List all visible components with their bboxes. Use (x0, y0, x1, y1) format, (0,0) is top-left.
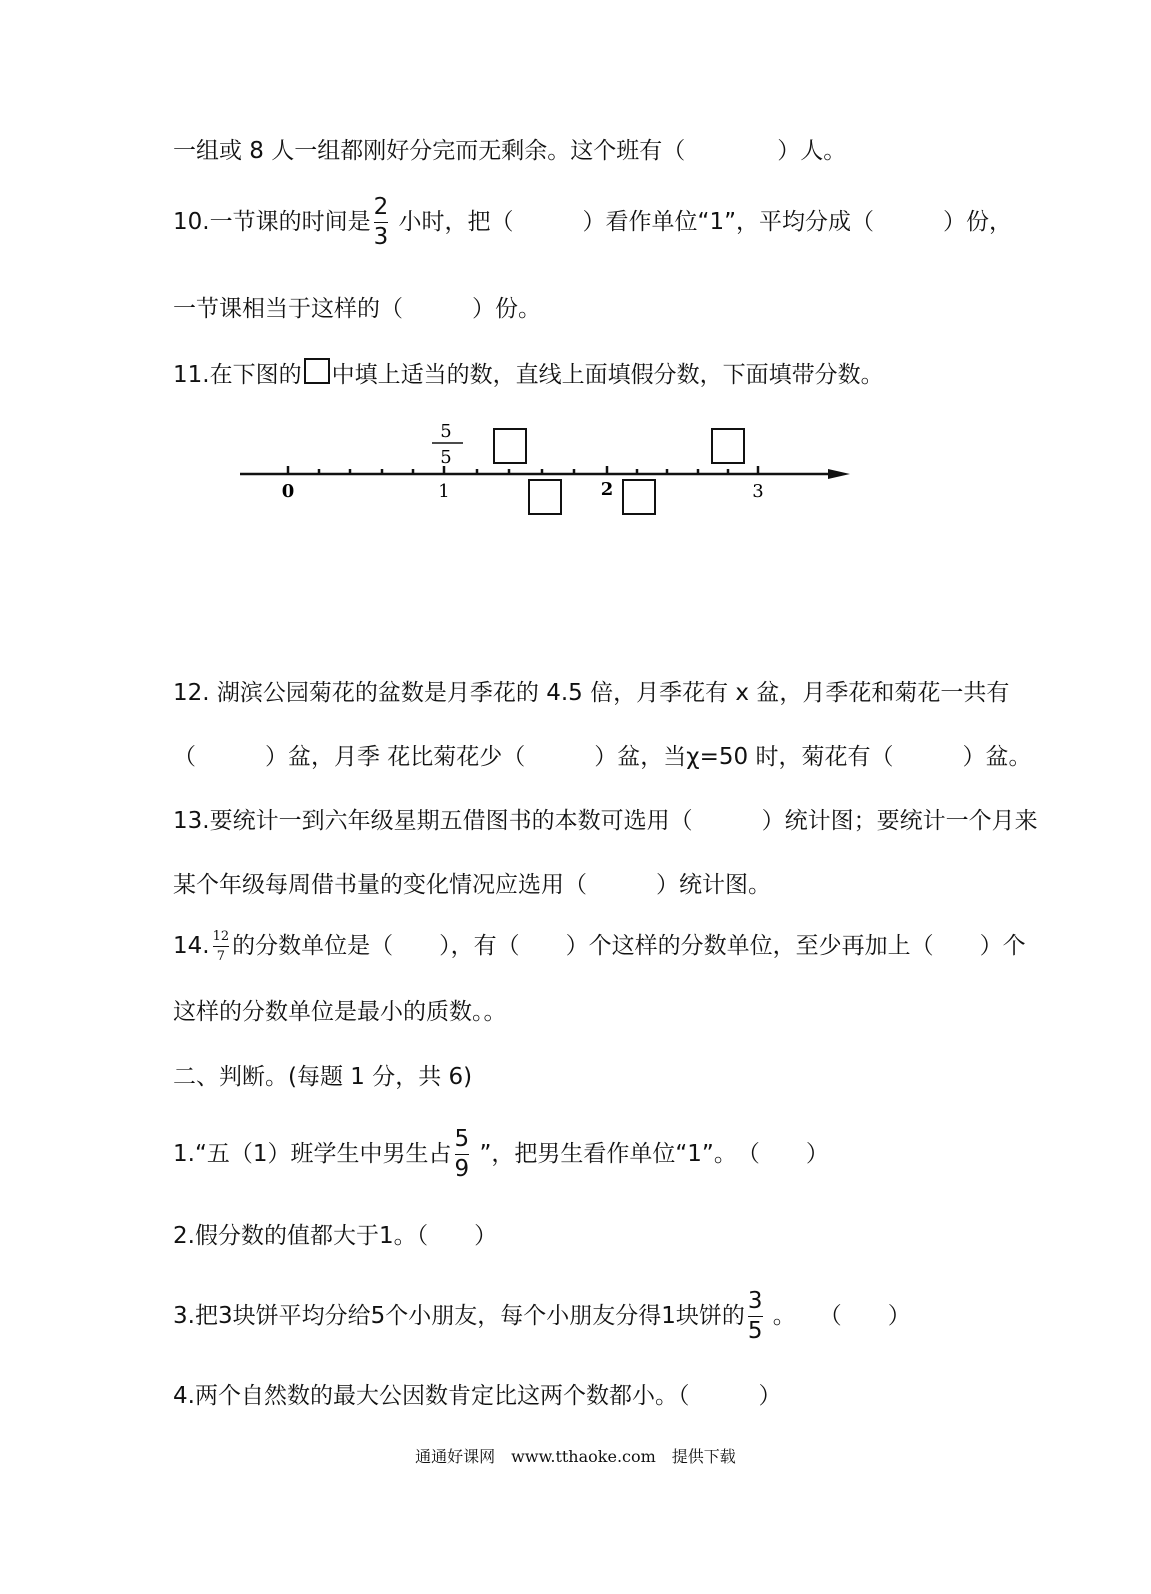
fraction-five-ninths (455, 1128, 470, 1181)
question-10-prefix: 10.一节课的时间是 (173, 209, 371, 235)
fraction-three-fifths (748, 1290, 763, 1343)
judgment-1-prefix: 1.“五（1）班学生中男生占 (173, 1141, 452, 1167)
number-line-figure (230, 415, 860, 525)
question-13-line1: 13.要统计一到六年级星期五借图书的本数可选用（ ）统计图；要统计一个月来 (173, 808, 1038, 834)
judgment-3-suffix: 。 （ ） (765, 1303, 911, 1329)
question-14-line2: 这样的分数单位是最小的质数。。 (173, 999, 507, 1025)
question-9-tail: 一组或 8 人一组都刚好分完而无剩余。这个班有（ ）人。 (173, 138, 847, 164)
question-12-line1: 12. 湖滨公园菊花的盆数是月季花的 4.5 倍，月季花有 x 盆，月季花和菊花一共有 (173, 680, 1010, 706)
tick-label-1: 1 (438, 481, 450, 502)
question-14-suffix: 的分数单位是（ ），有（ ）个这样的分数单位，至少再加上（ ）个 (232, 933, 1026, 959)
judgment-4: 4.两个自然数的最大公因数肯定比这两个数都小。（ ） (173, 1383, 782, 1409)
fraction-numerator: 5 (440, 421, 452, 442)
judgment-1-suffix: ”，把男生看作单位“1”。 （ ） (472, 1141, 829, 1167)
empty-square-icon (304, 358, 330, 384)
question-14-prefix: 14. (173, 933, 210, 959)
fraction-two-thirds (374, 196, 389, 249)
answer-box-lower-2[interactable] (623, 480, 655, 514)
judgment-3-prefix: 3.把3块饼平均分给5个小朋友，每个小朋友分得1块饼的 (173, 1303, 745, 1329)
fraction-denominator: 5 (440, 447, 452, 468)
answer-box-upper-1[interactable] (494, 429, 526, 463)
question-13-line2: 某个年级每周借书量的变化情况应选用（ ）统计图。 (173, 872, 771, 898)
judgment-2: 2.假分数的值都大于1。（ ） (173, 1223, 498, 1249)
page-footer: 通通好课网 www.tthaoke.com 提供下载 (415, 1447, 736, 1466)
tick-label-0: 0 (281, 481, 295, 502)
question-11-suffix: 中填上适当的数，直线上面填假分数，下面填带分数。 (331, 362, 884, 388)
question-11 (173, 358, 884, 390)
fraction-numerator: 5 (454, 1126, 470, 1152)
fraction-denominator: 5 (747, 1318, 763, 1344)
answer-box-lower-1[interactable] (529, 480, 561, 514)
question-10-line2: 一节课相当于这样的（ ）份。 (173, 296, 541, 322)
fraction-numerator: 2 (373, 194, 389, 220)
question-10-suffix: 小时，把（ ）看作单位“1”，平均分成（ ）份， (391, 209, 1012, 235)
judgment-3 (173, 1290, 911, 1343)
fraction-numerator: 12 (212, 929, 230, 944)
question-14 (173, 930, 1026, 963)
question-10 (173, 196, 1012, 249)
arrow-head-icon (828, 469, 850, 479)
question-11-prefix: 11.在下图的 (173, 362, 302, 388)
answer-box-upper-2[interactable] (712, 429, 744, 463)
fraction-twelve-sevenths (213, 930, 230, 963)
fraction-numerator: 3 (747, 1288, 763, 1314)
tick-label-3: 3 (752, 481, 764, 502)
fraction-denominator: 3 (373, 224, 389, 250)
tick-label-2: 2 (600, 479, 614, 500)
judgment-1 (173, 1128, 829, 1181)
fraction-denominator: 9 (454, 1156, 470, 1182)
section-2-title: 二、判断。(每题 1 分，共 6) (173, 1064, 473, 1090)
fraction-denominator: 7 (216, 949, 225, 964)
question-12-line2: （ ）盆，月季 花比菊花少（ ）盆，当χ=50 时，菊花有（ ）盆。 (173, 744, 1032, 770)
